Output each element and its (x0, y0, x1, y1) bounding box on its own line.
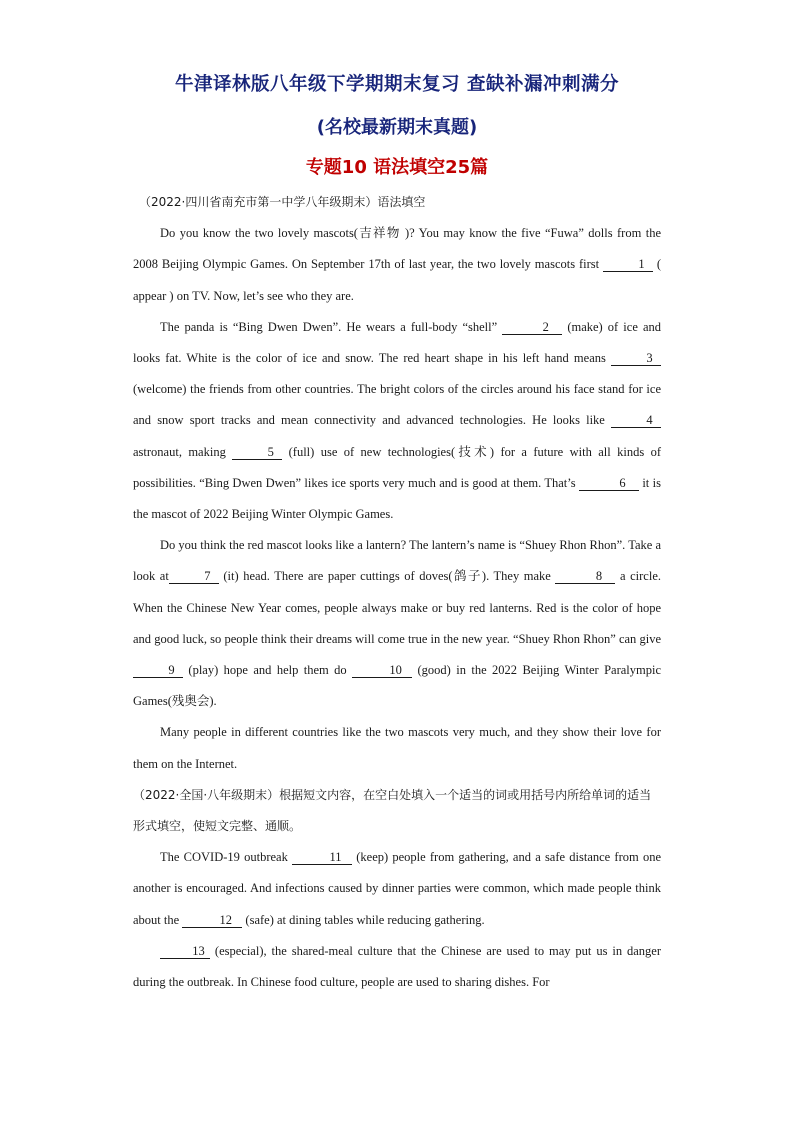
text-run: The COVID-19 outbreak (160, 850, 293, 865)
passage1-paragraph-4: Many people in different countries like the two mascots very much, and they show their love for them on the Internet. (133, 725, 661, 771)
passage2-source: （2022·全国·八年级期末）根据短文内容，在空白处填入一个适当的词或用括号内所给单词的适当形式填空，使短文完整、通顺。 (133, 787, 652, 834)
text-run: a circle. When the Chinese New Year comes, people always make or buy red lanterns. Red is the color of hope and good luck, so people think their dreams will come true in the new year. “Shuey Rhon Rhon” can give (133, 569, 661, 646)
blank-8[interactable]: 8 (555, 569, 615, 584)
document-subtitle: (名校最新期末真题) (316, 117, 478, 138)
passage1-paragraph-1 (133, 218, 661, 312)
document-body (133, 187, 661, 998)
text-run: (play) hope and help them do (183, 663, 353, 678)
blank-7[interactable]: 7 (169, 569, 219, 584)
text-run: (full) use of new technologies(技术) for a future with all kinds of possibilities. “Bing Dwen Dwen” likes ice sports very much and is good at them. That’s (133, 444, 661, 490)
text-run: Do you think the red mascot looks like a lantern? The lantern’s name is “Shuey Rhon Rhon”. Take a look at (133, 538, 661, 584)
blank-10[interactable]: 10 (352, 663, 412, 678)
blank-3[interactable]: 3 (611, 351, 661, 366)
passage2-paragraph-1 (133, 842, 661, 936)
text-run: (good) in the 2022 Beijing Winter Paralympic Games(残奥会). (133, 663, 661, 709)
blank-1[interactable]: 1 (603, 257, 653, 272)
text-run: ( appear ) on TV. Now, let’s see who they are. (133, 257, 661, 303)
blank-5[interactable]: 5 (232, 445, 282, 460)
blank-6[interactable]: 6 (579, 476, 639, 491)
document-title: 牛津译林版八年级下学期期末复习 查缺补漏冲刺满分 (175, 74, 619, 95)
text-run: (welcome) the friends from other countries. The bright colors of the circles around his face stand for ice and snow sport tracks and mean connectivity and advanced technologies. He looks like (133, 382, 661, 428)
text-run: The panda is “Bing Dwen Dwen”. He wears a full-body “shell” (160, 319, 503, 334)
text-run: (make) of ice and looks fat. White is the color of ice and snow. The red heart shape in his left hand means (133, 319, 661, 366)
blank-12[interactable]: 12 (182, 913, 242, 928)
text-run: (especial), the shared-meal culture that the Chinese are used to may put us in danger during the outbreak. In Chinese food culture, people are used to sharing dishes. For (133, 943, 661, 990)
text-run: it is the mascot of 2022 Beijing Winter Olympic Games. (133, 475, 661, 522)
passage2-paragraph-2 (133, 936, 661, 998)
passage1-source: （2022·四川省南充市第一中学八年级期末）语法填空 (139, 195, 426, 209)
blank-13[interactable]: 13 (160, 944, 210, 959)
text-run: (safe) at dining tables while reducing gathering. (242, 912, 485, 927)
passage1-paragraph-2 (133, 312, 661, 530)
passage1-paragraph-3 (133, 530, 661, 717)
text-run: (it) head. There are paper cuttings of doves(鸽子). They make (218, 569, 556, 584)
blank-2[interactable]: 2 (502, 320, 562, 335)
text-run: astronaut, making (133, 444, 233, 459)
blank-9[interactable]: 9 (133, 663, 183, 678)
text-run: Do you know the two lovely mascots(吉祥物 )? You may know the five “Fuwa” dolls from the 2008 Beijing Olympic Games. On September 17th of last year, the two lovely mascots first (133, 226, 661, 272)
blank-11[interactable]: 11 (292, 850, 352, 865)
blank-4[interactable]: 4 (611, 413, 661, 428)
topic-heading: 专题10 语法填空25篇 (305, 157, 489, 178)
text-run: (keep) people from gathering, and a safe distance from one another is encouraged. And infections caused by dinner parties were common, which made people think about the (133, 850, 661, 927)
